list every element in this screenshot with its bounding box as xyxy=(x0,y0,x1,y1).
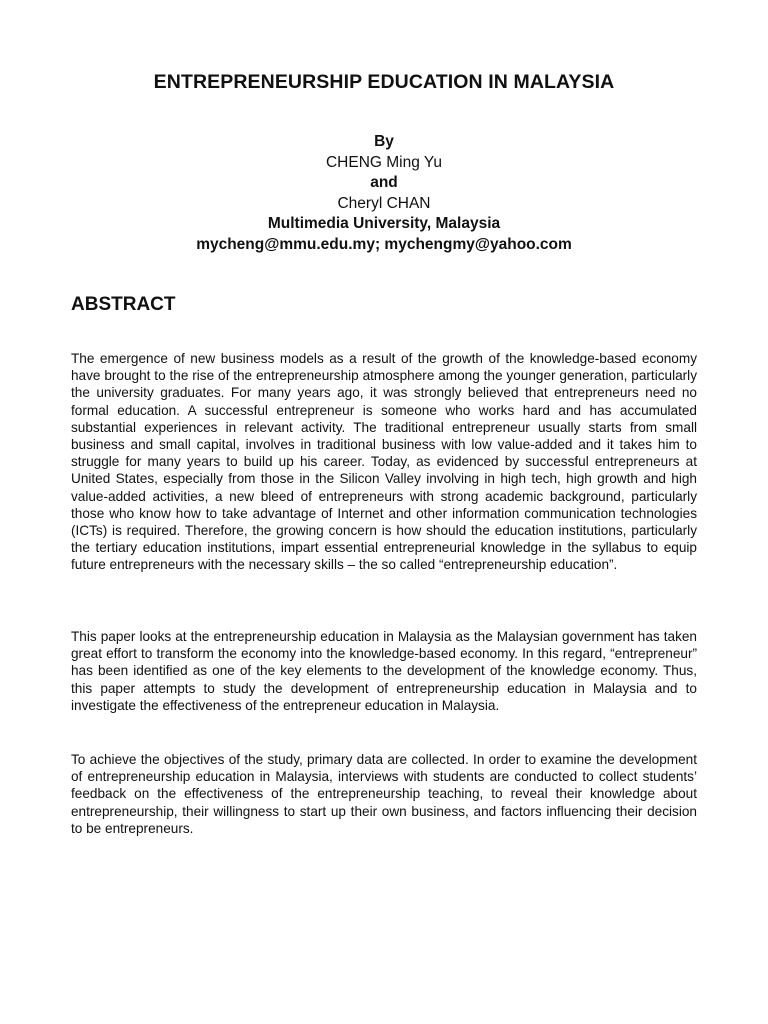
abstract-paragraph: This paper looks at the entrepreneurship education in Malaysia as the Malaysian government has taken great effort to transform the economy into the knowledge-based economy. In this regard, “entrepreneur” has been identified as one of the key elements to the development of the knowledge economy. Thus, this paper attempts to study the development of entrepreneurship education in Malaysia and to investigate the effectiveness of the entrepreneur education in Malaysia. xyxy=(71,629,697,713)
abstract-heading: ABSTRACT xyxy=(71,294,176,315)
author-name: CHENG Ming Yu xyxy=(325,153,442,171)
byline xyxy=(0,132,768,255)
byline-by: By xyxy=(374,133,394,150)
abstract-paragraph: The emergence of new business models as a result of the growth of the knowledge-based economy have brought to the rise of the entrepreneurship atmosphere among the younger generation, particularly the university graduates. For many years ago, it was strongly believed that entrepreneurs need no formal education. A successful entrepreneur is someone who works hard and has accumulated substantial experiences in relevant activity. The traditional entrepreneur usually starts from small business and small capital, involves in traditional business with low value-added and it takes him to struggle for many years to build up his career. Today, as evidenced by successful entrepreneurs at United States, especially from those in the Silicon Valley involving in high tech, high growth and high value-added activities, a new bleed of entrepreneurs with strong academic background, particularly those who know how to take advantage of Internet and other information communication technologies (ICTs) is required. Therefore, the growing concern is how should the education institutions, particularly the tertiary education institutions, impart essential entrepreneurial knowledge in the syllabus to equip future entrepreneurs with the necessary skills – the so called “entrepreneurship education”. xyxy=(71,351,697,573)
byline-and: and xyxy=(370,174,398,191)
abstract-paragraph: To achieve the objectives of the study, primary data are collected. In order to examine the development of entrepreneurship education in Malaysia, interviews with students are conducted to collect students’ feedback on the effectiveness of the entrepreneurship teaching, to reveal their knowledge about entrepreneurship, their willingness to start up their own business, and factors influencing their decision to be entrepreneurs. xyxy=(71,752,697,836)
author-emails: mycheng@mmu.edu.my; mychengmy@yahoo.com xyxy=(196,235,572,253)
affiliation: Multimedia University, Malaysia xyxy=(267,215,501,232)
author-name: Cheryl CHAN xyxy=(337,194,431,212)
document-title: ENTREPRENEURSHIP EDUCATION IN MALAYSIA xyxy=(153,71,615,93)
